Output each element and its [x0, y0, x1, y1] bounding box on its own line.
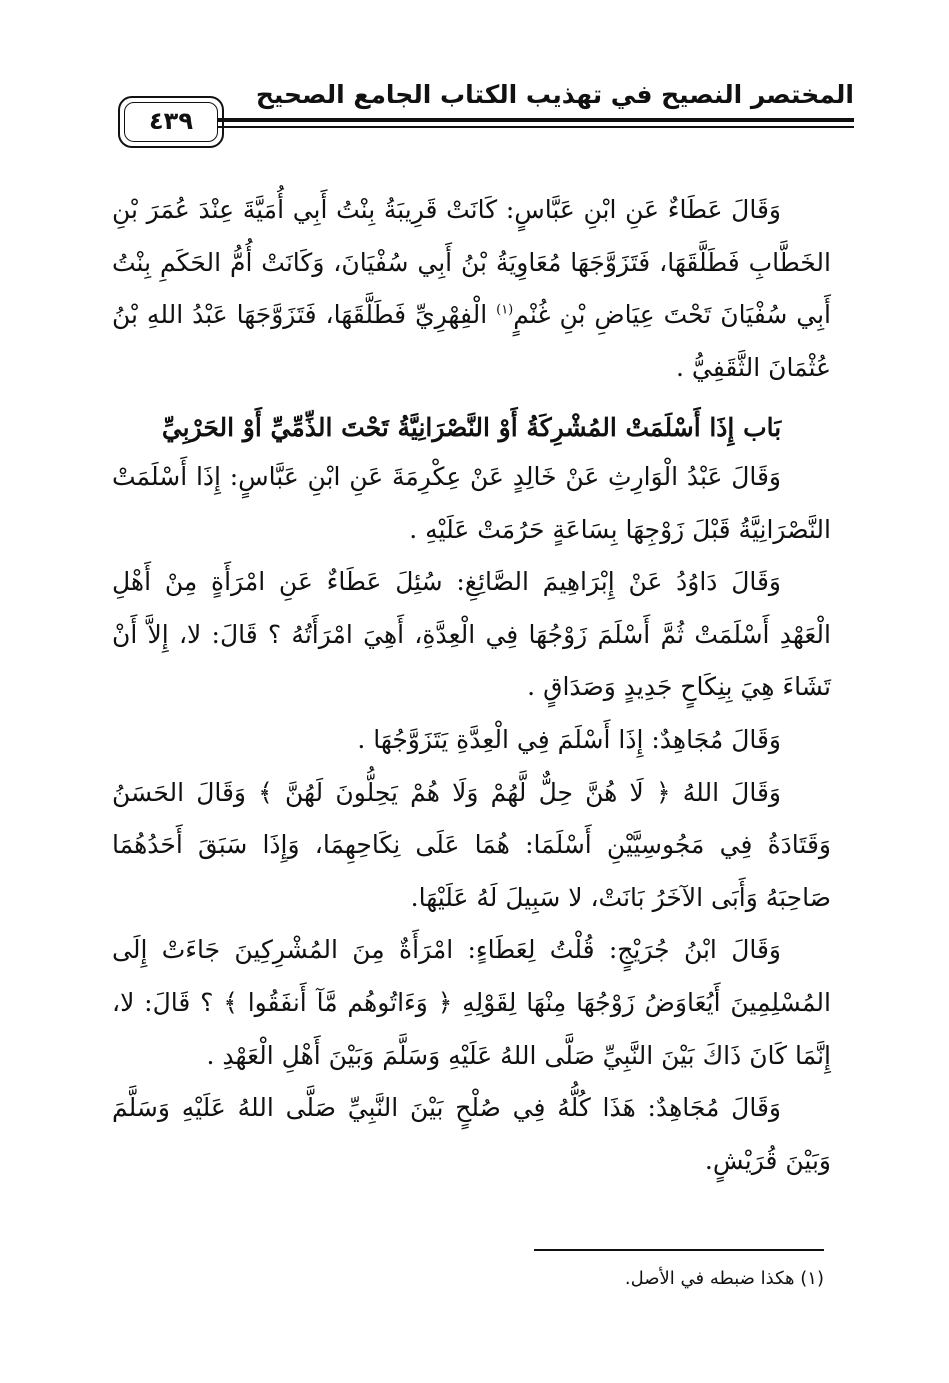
paragraph-1-text: وَقَالَ عَطَاءٌ عَنِ ابْنِ عَبَّاسٍ: كَانَتْ قَرِيبَةُ بِنْتُ أَبِي أُمَيَّةَ عِنْدَ عُمَرَ بْنِ الخَطَّابِ فَطَلَّقَهَا، فَتَزَوَّجَهَا مُعَاوِيَةُ بْنُ أَبِي سُفْيَانَ، وَكَانَتْ أُمُّ الحَكَمِ بِنْتُ أَبِي سُفْيَانَ تَحْتَ عِيَاضِ بْنِ غُنْمٍ — [112, 195, 832, 330]
paragraph-1 — [112, 184, 831, 394]
paragraph-5: وَقَالَ اللهُ ﴿ لَا هُنَّ حِلٌّ لَّهُمْ وَلَا هُمْ يَحِلُّونَ لَهُنَّ ﴾ وَقَالَ الحَسَنُ وَقَتَادَةُ فِي مَجُوسِيَّيْنِ أَسْلَمَا: هُمَا عَلَى نِكَاحِهِمَا، وَإِذَا سَبَقَ أَحَدُهُمَا صَاحِبَهُ وَأَبَى الآخَرُ بَانَتْ، لا سَبِيلَ لَهُ عَلَيْهَا. — [112, 777, 831, 912]
footnote-reference: (١) — [496, 302, 514, 318]
page-number: ٤٣٩ — [149, 107, 193, 135]
paragraph-6: وَقَالَ ابْنُ جُرَيْجٍ: قُلْتُ لِعَطَاءٍ: امْرَأَةٌ مِنَ المُشْرِكِينَ جَاءَتْ إِلَى المُسْلِمِينَ أَيُعَاوَضُ زَوْجُهَا مِنْهَا لِقَوْلِهِ ﴿ وَءَاتُوهُم مَّآ أَنفَقُوا ﴾ ؟ قَالَ: لا، إِنَّمَا كَانَ ذَاكَ بَيْنَ النَّبِيِّ صَلَّى اللهُ عَلَيْهِ وَسَلَّمَ وَبَيْنَ أَهْلِ الْعَهْدِ . — [112, 935, 831, 1070]
paragraph-3: وَقَالَ دَاوُدُ عَنْ إِبْرَاهِيمَ الصَّائِغِ: سُئِلَ عَطَاءٌ عَنِ امْرَأَةٍ مِنْ أَهْلِ الْعَهْدِ أَسْلَمَتْ ثُمَّ أَسْلَمَ زَوْجُهَا فِي الْعِدَّةِ، أَهِيَ امْرَأَتُهُ ؟ قَالَ: لا، إِلاَّ أَنْ تَشَاءَ هِيَ بِنِكَاحٍ جَدِيدٍ وَصَدَاقٍ . — [112, 567, 831, 702]
page-number-frame — [118, 96, 224, 148]
page-body — [112, 184, 831, 1187]
paragraph-7: وَقَالَ مُجَاهِدٌ: هَذَا كُلُّهُ فِي صُلْحٍ بَيْنَ النَّبِيِّ صَلَّى اللهُ عَلَيْهِ وَسَلَّمَ وَبَيْنَ قُرَيْشٍ. — [112, 1093, 831, 1175]
paragraph-2: وَقَالَ عَبْدُ الْوَارِثِ عَنْ خَالِدٍ عَنْ عِكْرِمَةَ عَنِ ابْنِ عَبَّاسٍ: إِذَا أَسْلَمَتْ النَّصْرَانِيَّةُ قَبْلَ زَوْجِهَا بِسَاعَةٍ حَرُمَتْ عَلَيْهِ . — [112, 461, 831, 544]
running-header — [118, 78, 854, 150]
footnote: (١) هكذا ضبطه في الأصل. — [624, 1268, 824, 1289]
footnote-separator — [534, 1249, 824, 1251]
book-title: المختصر النصيح في تهذيب الكتاب الجامع الصحيح — [255, 80, 854, 109]
paragraph-4: وَقَالَ مُجَاهِدٌ: إِذَا أَسْلَمَ فِي الْعِدَّةِ يَتَزَوَّجُهَا . — [357, 724, 781, 754]
chapter-heading: بَاب إِذَا أَسْلَمَتْ المُشْرِكَةُ أَوْ النَّصْرَانِيَّةُ تَحْتَ الذِّمِّيِّ أَوْ الحَرْبِيِّ — [161, 413, 782, 443]
header-rule — [218, 118, 854, 122]
header-rule-thin — [218, 126, 854, 128]
paragraph-1-text-cont: الْفِهْرِيِّ فَطَلَّقَهَا، فَتَزَوَّجَهَا عَبْدُ اللهِ بْنُ عُثْمَانَ الثَّقَفِيُّ . — [112, 300, 831, 382]
